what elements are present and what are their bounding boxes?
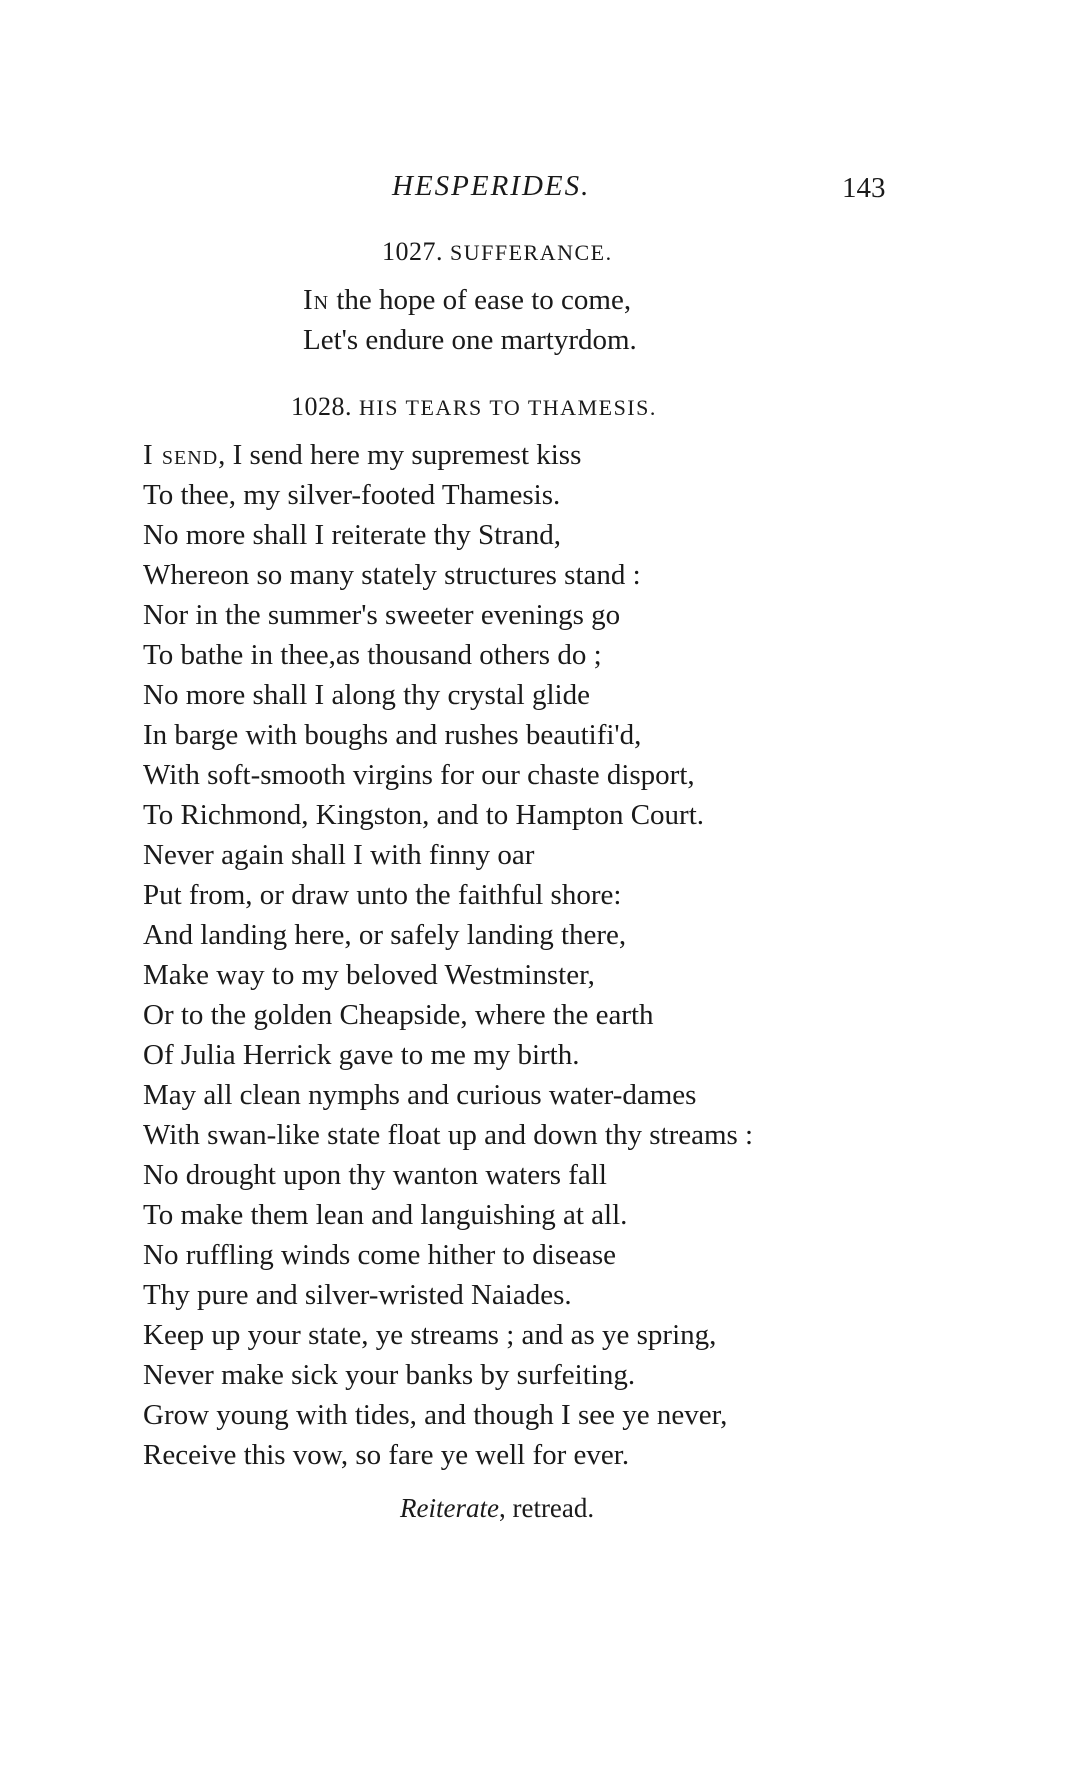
poem-line: To make them lean and languishing at all. [143, 1199, 628, 1231]
poem-line: Make way to my beloved Westminster, [143, 959, 595, 991]
poem-heading-1028 [291, 392, 657, 422]
line-text: the hope of ease to come, [329, 284, 632, 316]
poem-line: May all clean nymphs and curious water-dames [143, 1079, 697, 1111]
poem-line [143, 435, 753, 475]
poem-line: Whereon so many stately structures stand : [143, 559, 641, 591]
poem-line: Thy pure and silver-wristed Naiades. [143, 1279, 572, 1311]
poem-title: SUFFERANCE. [450, 240, 613, 265]
poem-line: And landing here, or safely landing there, [143, 919, 627, 951]
running-header-title: HESPERIDES. [392, 170, 591, 202]
poem-heading-1027 [382, 237, 613, 267]
poem-title: HIS TEARS TO THAMESIS. [359, 395, 657, 420]
poem-line: To thee, my silver-footed Thamesis. [143, 479, 561, 511]
poem-line: Grow young with tides, and though I see ye never, [143, 1399, 728, 1431]
poem-line: No ruffling winds come hither to disease [143, 1239, 617, 1271]
poem-line: Nor in the summer's sweeter evenings go [143, 599, 621, 631]
poem-line: Put from, or draw unto the faithful shore: [143, 879, 622, 911]
page-number: 143 [842, 172, 886, 204]
poem-line: With soft-smooth virgins for our chaste disport, [143, 759, 695, 791]
poem-line: Let's endure one martyrdom. [303, 324, 637, 356]
poem-line: Of Julia Herrick gave to me my birth. [143, 1039, 580, 1071]
poem-number: 1027. [382, 237, 443, 266]
poem-line: With swan-like state float up and down thy streams : [143, 1119, 754, 1151]
poem-line: Or to the golden Cheapside, where the earth [143, 999, 654, 1031]
poem-line: To Richmond, Kingston, and to Hampton Court. [143, 799, 705, 831]
poem-line: No more shall I along thy crystal glide [143, 679, 590, 711]
opening-word: In [303, 284, 330, 316]
poem-line: Never make sick your banks by surfeiting. [143, 1359, 636, 1391]
poem-line: No drought upon thy wanton waters fall [143, 1159, 607, 1191]
poem-body-thamesis [143, 435, 753, 1475]
poem-body-sufferance [303, 280, 637, 360]
line-text: , I send here my supremest kiss [218, 439, 582, 471]
poem-number: 1028. [291, 392, 352, 421]
poem-line: Never again shall I with finny oar [143, 839, 535, 871]
poem-line: Keep up your state, ye streams ; and as ye spring, [143, 1319, 717, 1351]
poem-line [303, 280, 637, 320]
footnote [400, 1493, 594, 1524]
poem-line: No more shall I reiterate thy Strand, [143, 519, 561, 551]
poem-line: In barge with boughs and rushes beautifi'd, [143, 719, 642, 751]
footnote-gloss: , retread. [498, 1493, 595, 1523]
poem-line: To bathe in thee,as thousand others do ; [143, 639, 602, 671]
footnote-term: Reiterate [400, 1493, 499, 1523]
poem-line: Receive this vow, so fare ye well for ever. [143, 1439, 630, 1471]
opening-word: I send [143, 439, 219, 471]
